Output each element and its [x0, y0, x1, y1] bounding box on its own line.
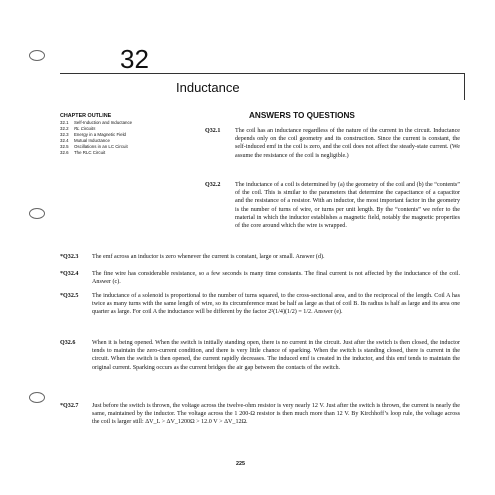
question-block	[60, 402, 460, 444]
answers-heading: ANSWERS TO QUESTIONS	[249, 111, 355, 120]
outline-number: 32.6	[60, 150, 69, 156]
question-answer: The coil has an inductance regardless of the nature of the current in the circuit. Inductance depends only on the coil geometry and its construction. Since the current is constant, the self-induced emf in the coil is zero, and the coil does not affect the steady-state current. (We assume the resistance of the coil is negligible.)	[235, 128, 460, 159]
outline-title: RL Circuits	[74, 126, 96, 132]
question-label: Q32.2	[205, 182, 221, 188]
outline-number: 32.1	[60, 120, 69, 125]
outline-number: 32.2	[60, 126, 69, 132]
question-block	[60, 339, 460, 397]
outline-title: Oscillations in an LC Circuit	[74, 144, 128, 150]
outline-title: Mutual Inductance	[74, 138, 110, 144]
question-block	[60, 253, 460, 263]
question-label: *Q32.5	[60, 293, 79, 299]
binder-hole	[29, 50, 45, 61]
question-label: Q32.6	[60, 340, 76, 346]
question-answer: When it is being opened. When the switch is initially standing open, there is no current in the circuit. Just after the switch is then closed, the inductor tends to maintain the zero-current condition, and there is very little chance of sparking. When the switch is standing closed, there is current in the circuit. When the switch is then opened, the current rapidly decreases. The induced emf is created in the inductor, and this emf tends to maintain the original current. Sparking occurs as the current bridges the air gap between the contacts of the switch.	[92, 340, 460, 371]
question-label: *Q32.7	[60, 403, 79, 409]
question-block	[60, 292, 460, 332]
title-rule	[60, 73, 465, 100]
outline-item	[60, 150, 132, 156]
outline-number: 32.5	[60, 144, 69, 150]
question-label: *Q32.4	[60, 271, 79, 277]
outline-title: Energy in a Magnetic Field	[74, 132, 126, 138]
question-answer: The inductance of a coil is determined by (a) the geometry of the coil and (b) the “contents” of the coil. This is similar to the parameters that determine the capacitance of a capacitor and the resistance of a resistor. With an inductor, the most important factor in the geometry is the number of turns of wire, or turns per unit length. By the “contents” we refer to the material in which the inductor establishes a magnetic field, notably the magnetic properties of the core around which the wire is wrapped.	[235, 182, 460, 230]
question-answer: Just before the switch is thrown, the voltage across the twelve-ohm resistor is very nearly 12 V. Just after the switch is thrown, the current is nearly the same, maintained by the inductor. The voltage across the 1 200-Ω resistor is then much more than 12 V. By Kirchhoff’s loop rule, the voltage across the coil is larger still: ΔV_L > ΔV_1200Ω > 12.0 V > ΔV_12Ω.	[92, 403, 460, 426]
outline-number: 32.4	[60, 138, 69, 144]
question-block	[205, 181, 460, 249]
binder-hole	[29, 392, 45, 403]
binder-hole	[29, 208, 45, 219]
outline-number: 32.3	[60, 132, 69, 138]
chapter-outline	[60, 120, 132, 157]
chapter-title: Inductance	[176, 80, 240, 95]
question-label: *Q32.3	[60, 254, 79, 260]
page-number: 225	[236, 461, 245, 467]
question-answer: The emf across an inductor is zero whenever the current is constant, large or small. Answer (d).	[92, 254, 325, 260]
outline-title: The RLC Circuit	[74, 150, 106, 156]
question-block	[60, 270, 460, 288]
question-block	[205, 127, 460, 179]
question-answer: The fine wire has considerable resistance, so a few seconds is many time constants. The final current is not affected by the inductance of the coil. Answer (c).	[92, 271, 460, 286]
outline-title: Self-Induction and Inductance	[74, 120, 133, 125]
outline-heading: CHAPTER OUTLINE	[60, 113, 112, 119]
chapter-number: 32	[120, 44, 149, 74]
question-label: Q32.1	[205, 128, 221, 134]
question-answer: The inductance of a solenoid is proportional to the number of turns squared, to the cross-sectional area, and to the reciprocal of the length. Coil A has twice as many turns with the same length of wire, so its circumference must be half as large as that of coil B. Its radius is half as large and its area one quarter as large. For coil A the inductance will be different by the factor 2²(1/4)(1/2) = 1/2. Answer (e).	[92, 293, 460, 316]
